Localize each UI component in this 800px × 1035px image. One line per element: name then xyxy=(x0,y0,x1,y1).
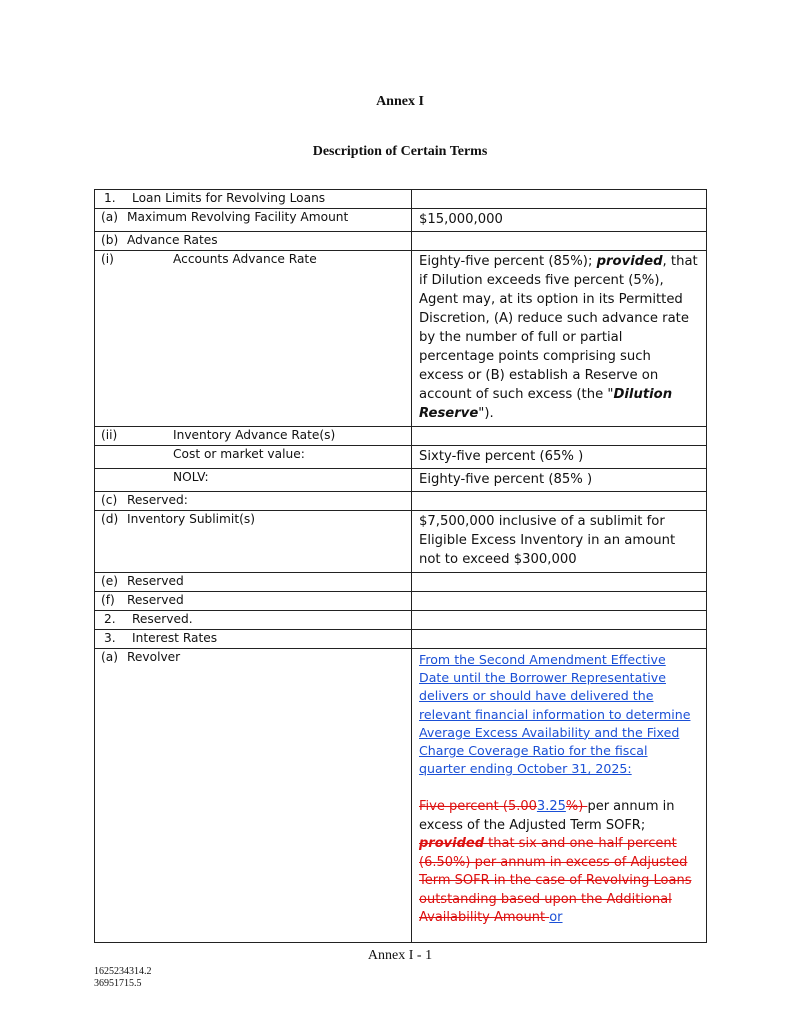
description-title: Description of Certain Terms xyxy=(312,144,488,159)
term-marker: 2. xyxy=(104,612,116,626)
term-value xyxy=(412,190,706,193)
term-value-cell xyxy=(412,492,707,511)
term-label-cell xyxy=(95,427,412,446)
inserted-or: or xyxy=(549,910,563,926)
term-value-cell xyxy=(412,427,707,446)
term-label-cell xyxy=(95,209,412,232)
term-label: Reserved xyxy=(127,574,184,588)
term-label-cell xyxy=(95,446,412,469)
annex-title: Annex I xyxy=(376,94,424,109)
term-label: Cost or market value: xyxy=(173,447,305,461)
term-marker: (d) xyxy=(101,512,119,526)
term-label: Inventory Sublimit(s) xyxy=(127,512,255,526)
term-value-cell xyxy=(412,573,707,592)
table-row xyxy=(95,232,707,251)
document-id: 1625234314.2 xyxy=(94,966,152,977)
term-value-cell xyxy=(412,511,707,573)
term-marker: (i) xyxy=(101,252,114,266)
term-value xyxy=(412,630,706,633)
term-label-cell xyxy=(95,592,412,611)
table-row xyxy=(95,611,707,630)
term-label: Inventory Advance Rate(s) xyxy=(173,428,336,442)
term-label-cell xyxy=(95,232,412,251)
deleted-rate-text: Five percent (5.00 xyxy=(419,799,537,815)
table-row xyxy=(95,427,707,446)
term-label-cell xyxy=(95,251,412,427)
term-label: Accounts Advance Rate xyxy=(173,252,317,266)
value-text: "). xyxy=(478,406,494,421)
term-label-cell xyxy=(95,649,412,943)
document-ids xyxy=(94,966,152,990)
term-label: Revolver xyxy=(127,650,181,664)
deleted-provided: provided xyxy=(419,836,485,852)
term-value-cell xyxy=(412,592,707,611)
rate-text: per annum in excess of the Adjusted Term SOFR; xyxy=(419,799,675,833)
term-label: Advance Rates xyxy=(127,233,218,247)
inserted-intro-text: From the Second Amendment Effective Date until the Borrower Representative delivers or should have delivered the relevant financial information to determine Average Excess Availability and the Fixed Charge Coverage Ratio for the fiscal quarter ending October 31, 2025: xyxy=(419,652,691,777)
inserted-rate: 3.25 xyxy=(536,799,566,815)
provided-term: provided xyxy=(596,254,663,269)
term-label: Maximum Revolving Facility Amount xyxy=(127,210,349,224)
term-value: Eighty-five percent (85% ) xyxy=(419,472,593,487)
term-marker: (a) xyxy=(101,210,118,224)
term-value: Sixty-five percent (65% ) xyxy=(419,449,584,464)
table-row xyxy=(95,511,707,573)
term-value xyxy=(412,573,706,576)
term-marker: (c) xyxy=(101,493,118,507)
table-row xyxy=(95,251,707,427)
term-value-cell xyxy=(412,190,707,209)
term-value-cell xyxy=(412,649,707,943)
term-label: Loan Limits for Revolving Loans xyxy=(132,191,326,205)
term-marker: (f) xyxy=(101,593,115,607)
accounts-advance-rate-text xyxy=(412,251,706,426)
term-label-cell xyxy=(95,469,412,492)
term-value xyxy=(412,427,706,430)
table-row xyxy=(95,190,707,209)
term-value xyxy=(412,611,706,614)
term-label: Reserved: xyxy=(127,493,188,507)
term-label-cell xyxy=(95,630,412,649)
term-value: $15,000,000 xyxy=(419,212,503,227)
term-label-cell xyxy=(95,573,412,592)
term-value-cell xyxy=(412,209,707,232)
term-value-cell xyxy=(412,630,707,649)
document-id: 36951715.5 xyxy=(94,978,142,989)
page-number: Annex I - 1 xyxy=(367,948,433,963)
table-row xyxy=(95,573,707,592)
term-marker: (ii) xyxy=(101,428,118,442)
term-marker: 1. xyxy=(104,191,116,205)
term-marker: (a) xyxy=(101,650,118,664)
table-row xyxy=(95,492,707,511)
table-row xyxy=(95,592,707,611)
term-label: NOLV: xyxy=(173,470,209,484)
term-value xyxy=(412,492,706,495)
deleted-percent: %) xyxy=(565,799,588,815)
term-marker: (e) xyxy=(101,574,119,588)
term-value-cell xyxy=(412,232,707,251)
term-value-cell xyxy=(412,446,707,469)
table-row xyxy=(95,446,707,469)
term-value: $7,500,000 inclusive of a sublimit for Eligible Excess Inventory in an amount not to exceed $300,000 xyxy=(419,514,676,567)
term-label: Reserved xyxy=(127,593,184,607)
revolver-rate-text xyxy=(412,778,706,942)
table-row xyxy=(95,630,707,649)
value-text: Eighty-five percent (85%); xyxy=(419,254,597,269)
table-row xyxy=(95,209,707,232)
term-value xyxy=(412,232,706,235)
term-label: Reserved. xyxy=(132,612,193,626)
value-text: , that if Dilution exceeds five percent (5%), Agent may, at its option in its Permitted Discretion, (A) reduce such advance rate by the number of full or partial percentage points comprising such excess or (B) establish a Reserve on account of such excess (the " xyxy=(419,254,698,402)
term-value xyxy=(412,592,706,595)
term-marker: (b) xyxy=(101,233,119,247)
term-value-cell xyxy=(412,251,707,427)
term-label-cell xyxy=(95,492,412,511)
term-marker: 3. xyxy=(104,631,116,645)
table-row xyxy=(95,649,707,943)
dilution-reserve-term: Dilution Reserve xyxy=(419,387,673,421)
term-label-cell xyxy=(95,611,412,630)
term-label-cell xyxy=(95,190,412,209)
table-row xyxy=(95,469,707,492)
term-value-cell xyxy=(412,469,707,492)
term-label-cell xyxy=(95,511,412,573)
term-value-cell xyxy=(412,611,707,630)
term-label: Interest Rates xyxy=(132,631,218,645)
terms-table xyxy=(94,189,707,943)
deleted-proviso-text: that six and one-half percent (6.50%) per annum in excess of Adjusted Term SOFR in the case of Revolving Loans outstanding based upon the Additional Availability Amount xyxy=(419,836,692,926)
